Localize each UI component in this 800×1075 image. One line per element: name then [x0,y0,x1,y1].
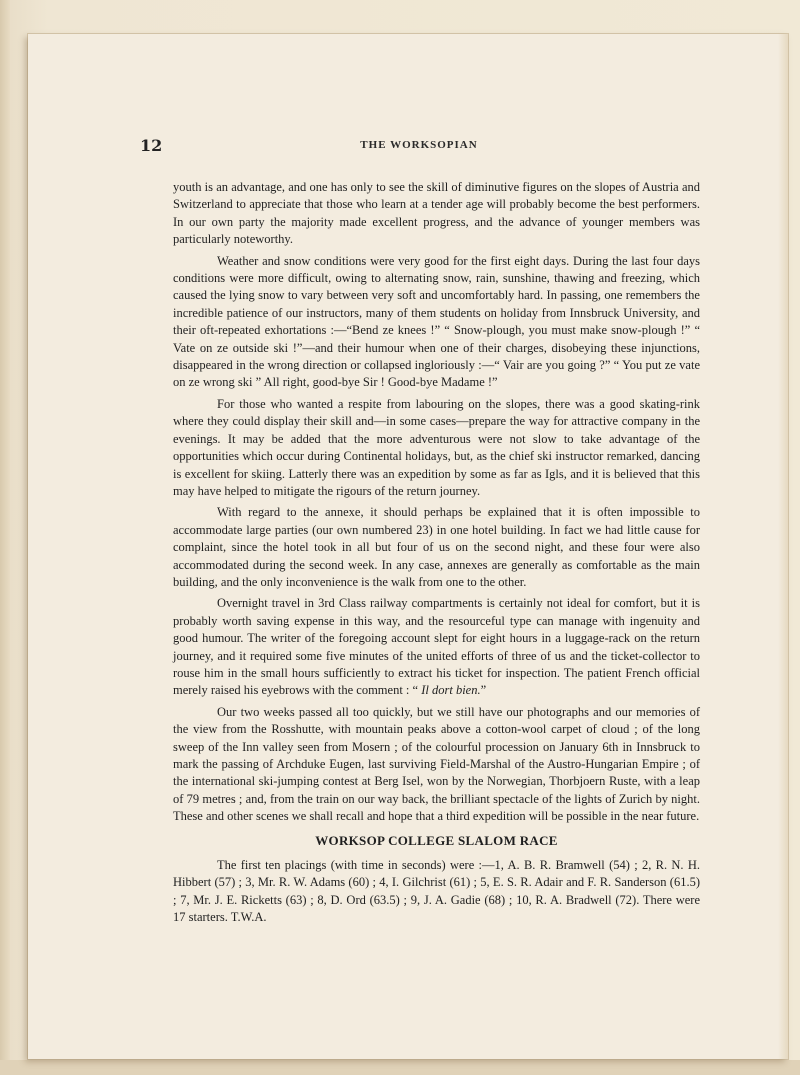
article-paragraph-5-text: Overnight travel in 3rd Class railway compartments is certainly not ideal for comfort, but it is probably worth saving expense in this way, and the resourceful type can manage with ingenuity and good humour. The writer of the foregoing account slept for eight hours in a luggage-rack on the return journey, and it required some five minutes of the united efforts of three of us and the ticket-collector to rouse him in the small hours sufficiently to extract his ticket for inspection. The patient French official merely raised his eyebrows with the comment : [173,596,700,698]
scan-bottom-edge [0,1060,800,1075]
binding-edge [0,0,10,1075]
quote-open-mark: “ [409,683,422,698]
article-paragraph-3: For those who wanted a respite from labouring on the slopes, there was a good skating-rink where they could display their skill and—in some cases—prepare the way for attractive company in the evenings. It may be added that the more adventurous were not slow to take advantage of the opportunities which occur during Continental holidays, but, as the chief ski instructor remarked, dancing is excellent for skiing. Latterly there was an expedition by some as far as Igls, and it is believed that this may have helped to mitigate the rigours of the return journey. [173,396,700,498]
page-header [140,136,698,156]
page-edge-shadow [778,34,788,1059]
slalom-results: The first ten placings (with time in seconds) were :—1, A. B. R. Bramwell (54) ; 2, R. N. H. Hibbert (57) ; 3, Mr. R. W. Adams (60) ; 4, I. Gilchrist (61) ; 5, E. S. R. Adair and F. R. Sanderson (61.5) ; 7, Mr. J. E. Ricketts (63) ; 8, D. Ord (63.5) ; 9, J. A. Gadie (68) ; 10, R. A. Bradwell (72). There were 17 starters. T.W.A. [173,858,700,925]
article-body [173,179,700,931]
article-paragraph-5 [173,595,700,699]
running-head: THE WORKSOPIAN [360,139,478,151]
article-paragraph-6: Our two weeks passed all too quickly, but we still have our photographs and our memories of the view from the Rosshutte, with mountain peaks above a cotton-wool carpet of cloud ; of the long sweep of the Inn valley seen from Mosern ; of the colourful procession on January 6th in Innsbruck to mark the passing of Archduke Eugen, last surviving Field-Marshal of the Austro-Hungarian Empire ; of the international ski-jumping contest at Berg Isel, won by the Norwegian, Thorbjoern Ruste, with a leap of 79 metres ; and, from the train on our way back, the brilliant spectacle of the lights of Zurich by night. These and other scenes we shall recall and hope that a third expedition will be possible in the near future. [173,704,700,824]
slalom-heading: WORKSOP COLLEGE SLALOM RACE [315,832,558,848]
page-number: 12 [140,136,163,155]
article-paragraph-1: youth is an advantage, and one has only to see the skill of diminutive figures on the slopes of Austria and Switzerland to appreciate that those who learn at a tender age will probably become the best performers. In our own party the majority made excellent progress, and the advance of younger members was particularly noteworthy. [173,180,700,247]
french-quote: Il dort bien. [421,683,481,698]
article-paragraph-2: Weather and snow conditions were very good for the first eight days. During the last four days conditions were more difficult, owing to alternating snow, rain, sunshine, thawing and freezing, which caused the lying snow to vary between very soft and uncomfortably hard. In passing, one remembers the incredible patience of our instructors, many of them students on holiday from Innsbruck University, and their oft-repeated exhortations :—“Bend ze knees !” “ Snow-plough, you must make snow-plough !” “ Vate on ze outside ski !”—and their humour when one of their charges, disobeying these injunctions, disappeared in the wrong direction or collapsed ingloriously :—“ Vair are you going ?” “ You put ze vate on ze wrong ski ” All right, good-bye Sir ! Good-bye Madame !” [173,253,700,390]
article-paragraph-4: With regard to the annexe, it should perhaps be explained that it is often impossible to accommodate large parties (our own numbered 23) in one hotel building. In fact we had little cause for complaint, since the hotel took in all but four of us on the second night, and these four were also accommodated during the second week. In any case, annexes are generally as comfortable as the main building, and the only inconvenience is the walk from one to the other. [173,505,700,589]
quote-close-mark: ” [480,683,487,698]
